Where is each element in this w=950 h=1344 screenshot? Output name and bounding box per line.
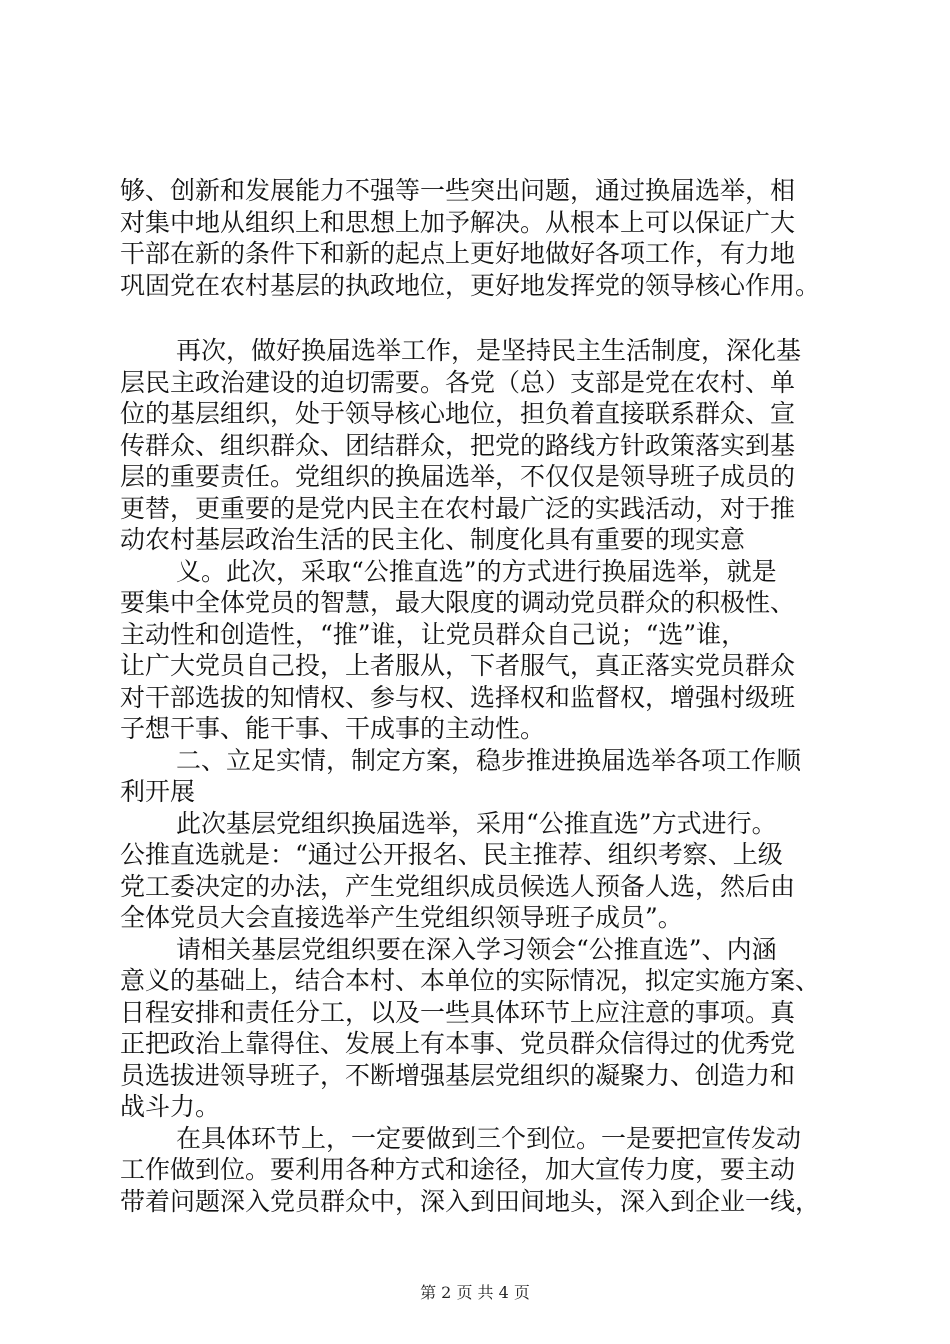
text-line: 义。此次，采取“公推直选”的方式进行换届选举，就是	[176, 557, 777, 586]
text-line: 意义的基础上，结合本村、本单位的实际情况，拟定实施方案、	[120, 966, 821, 995]
text-line: 此次基层党组织换届选举，采用“公推直选”方式进行。	[176, 809, 777, 838]
text-line: 员选拔进领导班子，不断增强基层党组织的凝聚力、创造力和	[120, 1061, 796, 1090]
section-heading: 二、立足实情，制定方案，稳步推进换届选举各项工作顺	[176, 746, 802, 775]
page-footer: 第 2 页 共 4 页	[420, 1283, 530, 1302]
text-line: 在具体环节上，一定要做到三个到位。一是要把宣传发动	[176, 1124, 802, 1153]
text-line: 再次，做好换届选举工作，是坚持民主生活制度，深化基	[176, 336, 802, 365]
text-line: 日程安排和责任分工，以及一些具体环节上应注意的事项。真	[120, 998, 796, 1027]
section-heading: 利开展	[120, 777, 196, 806]
text-line: 够、创新和发展能力不强等一些突出问题，通过换届选举，相	[120, 176, 796, 205]
text-line: 全体党员大会直接选举产生党组织领导班子成员”。	[120, 903, 683, 932]
text-line: 公推直选就是：“通过公开报名、民主推荐、组织考察、上级	[120, 840, 783, 869]
text-line: 党工委决定的办法，产生党组织成员候选人预备人选，然后由	[120, 872, 796, 901]
text-line: 巩固党在农村基层的执政地位，更好地发挥党的领导核心作用。	[120, 271, 821, 300]
text-line: 请相关基层党组织要在深入学习领会“公推直选”、内涵	[176, 935, 777, 964]
text-line: 位的基层组织，处于领导核心地位，担负着直接联系群众、宣	[120, 399, 796, 428]
text-line: 传群众、组织群众、团结群众，把党的路线方针政策落实到基	[120, 431, 796, 460]
text-line: 对集中地从组织上和思想上加予解决。从根本上可以保证广大	[120, 208, 796, 237]
text-line: 让广大党员自己投，上者服从，下者服气，真正落实党员群众	[120, 651, 796, 680]
text-line: 子想干事、能干事、干成事的主动性。	[120, 714, 546, 743]
text-line: 带着问题深入党员群众中，深入到田间地头，深入到企业一线，	[120, 1187, 821, 1216]
text-line: 更替，更重要的是党内民主在农村最广泛的实践活动，对于推	[120, 494, 796, 523]
text-line: 层的重要责任。党组织的换届选举，不仅仅是领导班子成员的	[120, 462, 796, 491]
text-line: 干部在新的条件下和新的起点上更好地做好各项工作，有力地	[120, 239, 796, 268]
text-line: 要集中全体党员的智慧，最大限度的调动党员群众的积极性、	[120, 588, 796, 617]
text-line: 层民主政治建设的迫切需要。各党（总）支部是党在农村、单	[120, 368, 796, 397]
text-line: 战斗力。	[120, 1092, 221, 1121]
text-line: 对干部选拔的知情权、参与权、选择权和监督权，增强村级班	[120, 683, 796, 712]
text-line: 主动性和创造性，“推”谁，让党员群众自己说；“选”谁，	[120, 620, 747, 649]
text-line: 工作做到位。要利用各种方式和途径，加大宣传力度，要主动	[120, 1155, 796, 1184]
text-line: 动农村基层政治生活的民主化、制度化具有重要的现实意	[120, 525, 746, 554]
text-line: 正把政治上靠得住、发展上有本事、党员群众信得过的优秀党	[120, 1029, 796, 1058]
